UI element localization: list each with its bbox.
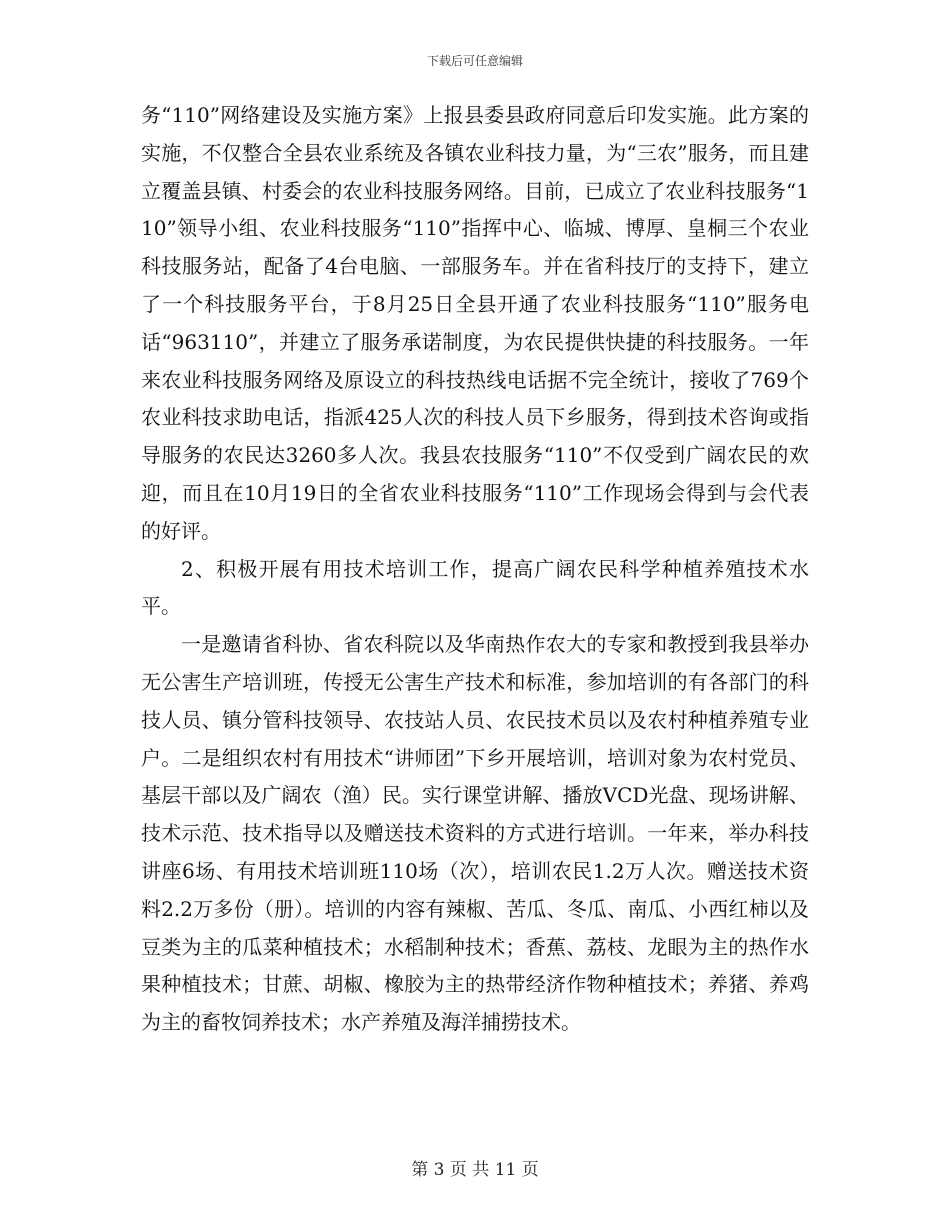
page-footer-number: 第 3 页 共 11 页: [411, 1160, 539, 1180]
document-body: [141, 97, 809, 1042]
paragraph-1: 务“110”网络建设及实施方案》上报县委县政府同意后印发实施。此方案的实施，不仅整合全县农业系统及各镇农业科技力量，为“三农”服务，而且建立覆盖县镇、村委会的农业科技服务网络。目前，已成立了农业科技服务“110”领导小组、农业科技服务“110”指挥中心、临城、博厚、皇桐三个农业科技服务站，配备了4台电脑、一部服务车。并在省科技厅的支持下，建立了一个科技服务平台，于8月25日全县开通了农业科技服务“110”服务电话“963110”，并建立了服务承诺制度，为农民提供快捷的科技服务。一年来农业科技服务网络及原设立的科技热线电话据不完全统计，接收了769个农业科技求助电话，指派425人次的科技人员下乡服务，得到技术咨询或指导服务的农民达3260多人次。我县农技服务“110”不仅受到广阔农民的欢迎，而且在10月19日的全省农业科技服务“110”工作现场会得到与会代表的好评。: [141, 103, 809, 543]
page-header-note: 下载后可任意编辑: [426, 54, 523, 68]
paragraph-3: 一是邀请省科协、省农科院以及华南热作农大的专家和教授到我县举办无公害生产培训班，传授无公害生产技术和标准，参加培训的有各部门的科技人员、镇分管科技领导、农技站人员、农民技术员以及农村种植养殖专业户。二是组织农村有用技术“讲师团”下乡开展培训，培训对象为农村党员、基层干部以及广阔农（渔）民。实行课堂讲解、播放VCD光盘、现场讲解、技术示范、技术指导以及赠送技术资料的方式进行培训。一年来，举办科技讲座6场、有用技术培训班110场（次），培训农民1.2万人次。赠送技术资料2.2万多份（册）。培训的内容有辣椒、苦瓜、冬瓜、南瓜、小西红柿以及豆类为主的瓜菜种植技术；水稻制种技术；香蕉、荔枝、龙眼为主的热作水果种植技术；甘蔗、胡椒、橡胶为主的热带经济作物种植技术；养猪、养鸡为主的畜牧饲养技术；水产养殖及海洋捕捞技术。: [141, 632, 809, 1035]
paragraph-2: 2、积极开展有用技术培训工作，提高广阔农民科学种植养殖技术水平。: [141, 556, 809, 619]
